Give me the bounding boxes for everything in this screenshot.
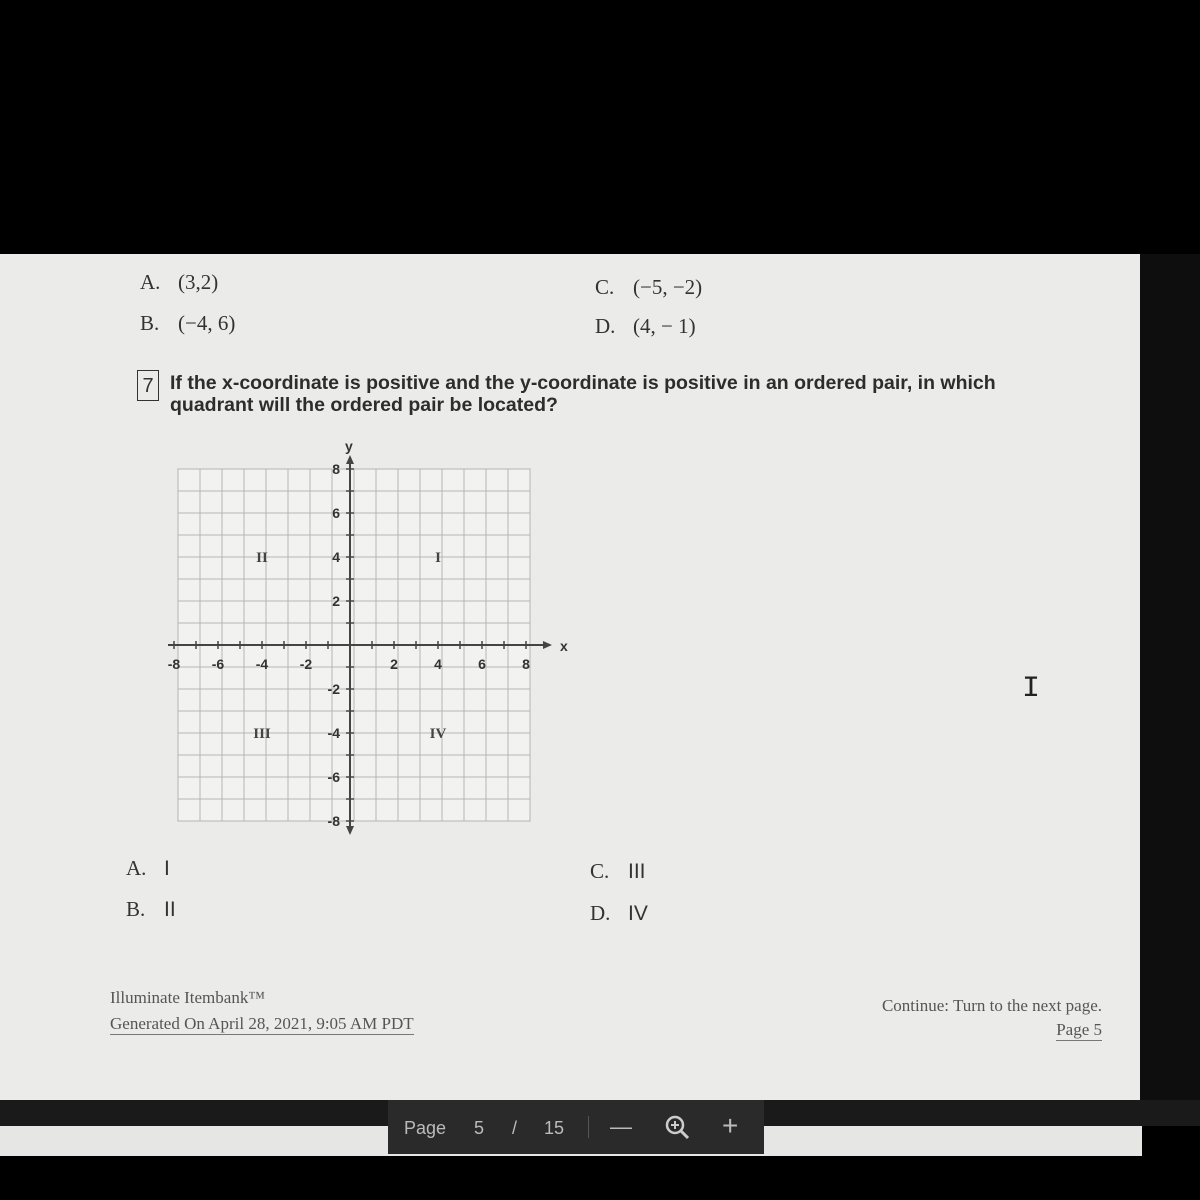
x-tick-label: -6: [211, 656, 225, 672]
y-tick-label: 4: [332, 549, 340, 565]
y-tick-label: -2: [327, 681, 340, 697]
total-pages: 15: [544, 1118, 565, 1138]
x-axis-label: x: [560, 638, 568, 654]
x-axis-arrow: [543, 641, 552, 649]
x-tick-label: -8: [167, 656, 181, 672]
choice-d[interactable]: D. IV: [590, 901, 648, 925]
magnifier-icon: [664, 1114, 690, 1140]
zoom-in-button[interactable]: +: [722, 1110, 739, 1141]
question-text: If the x-coordinate is positive and the y-coordinate is positive in an ordered pair, in which quadrant will the ordered pair be located?: [170, 372, 996, 416]
prev-choice-c: C. (−5, −2): [595, 275, 703, 299]
y-axis-label: y: [345, 440, 353, 454]
y-axis-arrow-down: [346, 826, 354, 835]
text-cursor-icon: I: [1022, 672, 1041, 706]
quadrant-label: I: [435, 550, 441, 566]
y-axis-arrow-up: [346, 455, 354, 464]
footer-continue: Continue: Turn to the next page.: [881, 996, 1102, 1015]
quadrant-label: IV: [429, 726, 447, 742]
y-tick-label: 6: [332, 505, 340, 521]
footer-generated: Generated On April 28, 2021, 9:05 AM PDT: [110, 1014, 414, 1033]
viewer-edge: [1140, 254, 1200, 1100]
current-page-input[interactable]: 5: [474, 1118, 485, 1138]
quadrant-label: III: [253, 726, 271, 742]
choice-a[interactable]: A. I: [126, 856, 170, 880]
y-tick-label: 2: [332, 593, 340, 609]
zoom-fit-icon[interactable]: [664, 1114, 690, 1145]
footer-brand: Illuminate Itembank™: [110, 988, 265, 1007]
prev-choice-b: B. (−4, 6): [140, 311, 236, 335]
y-tick-label: -4: [327, 725, 340, 741]
zoom-out-button[interactable]: —: [610, 1114, 632, 1139]
choice-c[interactable]: C. III: [590, 859, 646, 883]
y-tick-label: -6: [327, 769, 340, 785]
prev-choice-a: A. (3,2): [140, 270, 219, 294]
pdf-toolbar: [388, 1100, 764, 1154]
x-tick-label: -2: [299, 656, 313, 672]
quadrant-label: II: [256, 550, 268, 566]
x-tick-label: 4: [434, 656, 442, 672]
footer-page: Page 5: [1056, 1020, 1102, 1039]
x-tick-label: -4: [255, 656, 269, 672]
y-tick-label: -8: [327, 813, 340, 829]
x-tick-label: 2: [390, 656, 398, 672]
choice-b[interactable]: B. II: [126, 897, 176, 921]
x-tick-label: 8: [522, 656, 530, 672]
page-separator: /: [512, 1118, 518, 1138]
y-tick-label: 8: [332, 461, 340, 477]
coordinate-plane-graph: [160, 440, 580, 840]
prev-choice-d: D. (4, − 1): [595, 314, 696, 338]
page-label: Page: [404, 1118, 447, 1138]
toolbar-divider: [588, 1116, 589, 1138]
x-tick-label: 6: [478, 656, 486, 672]
question-number: 7: [137, 370, 159, 401]
